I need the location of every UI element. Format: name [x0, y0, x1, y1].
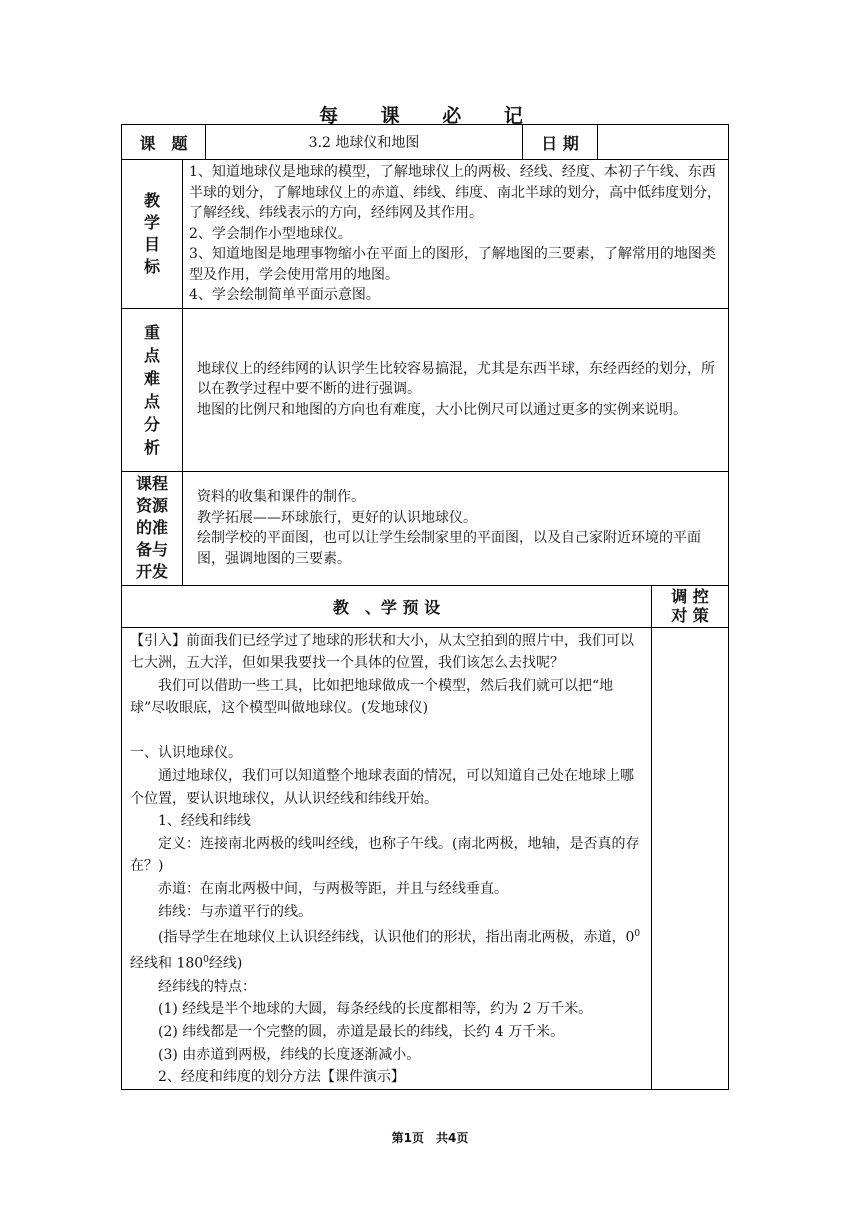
- resource-item: 绘制学校的平面图，也可以让学生绘制家里的平面图，以及自己家附近环境的平面图，强调地图的三要素。: [197, 530, 701, 567]
- objective-item: 3、知道地图是地理事物缩小在平面上的图形，了解地图的三要素，了解常用的地图类型及作用，学会使用常用的地图。: [189, 246, 716, 283]
- resources-label: [122, 471, 183, 585]
- feature-item: (1) 经线是半个地球的大圆，每条经线的长度都相等，约为 2 万千米。: [158, 1001, 593, 1018]
- guide-paragraph: [130, 923, 645, 976]
- plan-heading: 教 、学 预 设: [122, 585, 652, 627]
- difficulty-item: 地球仪上的经纬网的认识学生比较容易搞混，尤其是东西半球，东经西经的划分，所以在教学过程中要不断的进行强调。: [197, 360, 715, 398]
- feature-item: (3) 由赤道到两极，纬线的长度逐渐减小。: [158, 1046, 421, 1063]
- date-label: 日 期: [523, 125, 598, 160]
- degree-sup: 0: [203, 955, 209, 966]
- resources-row: [122, 471, 729, 585]
- objectives-label-text: 教学目标: [143, 190, 160, 276]
- plan-content: [122, 627, 652, 1089]
- objectives-content: [183, 160, 729, 309]
- equator-paragraph: 赤道：在南北两极中间，与两极等距，并且与经线垂直。: [158, 881, 508, 898]
- objectives-label: [122, 160, 183, 309]
- header-row: [122, 125, 729, 160]
- guide-text-c: 经线): [208, 956, 243, 973]
- plan-body-row: [122, 627, 729, 1089]
- objective-item: 4、学会绘制简单平面示意图。: [189, 287, 380, 303]
- definition-paragraph: 定义：连接南北两极的线叫经线，也称子午线。(南北两极，地轴，是否真的存在？): [130, 835, 640, 875]
- date-value: [598, 125, 729, 160]
- resource-item: 教学拓展——环球旅行，更好的认识地球仪。: [197, 509, 477, 526]
- features-heading: 经纬线的特点：: [158, 978, 256, 995]
- topic-label: 课 题: [122, 125, 206, 160]
- guide-text-b: 经线和 180: [130, 956, 204, 973]
- resources-content: [183, 471, 729, 585]
- objectives-row: [122, 160, 729, 309]
- subsection-heading: 2、经度和纬度的划分方法【课件演示】: [158, 1069, 405, 1086]
- objective-item: 2、学会制作小型地球仪。: [189, 225, 352, 242]
- blank-line: [130, 720, 645, 743]
- difficulties-label-text: 重点难点分析: [143, 322, 160, 457]
- topic-value: 3.2 地球仪和地图: [206, 125, 523, 160]
- lesson-table: [121, 124, 729, 1090]
- plan-side-heading: 调 控 对 策: [652, 585, 729, 627]
- degree-sup: 0: [634, 929, 641, 940]
- intro-paragraph-2: 我们可以借助一些工具，比如把地球做成一个模型，然后我们就可以把“地球”尽收眼底，这个模型叫做地球仪。(发地球仪): [130, 677, 614, 717]
- difficulties-content: [183, 308, 729, 471]
- plan-side-column: [652, 627, 729, 1089]
- page-footer: 第1页 共4页: [391, 1131, 469, 1145]
- section-paragraph: 通过地球仪，我们可以知道整个地球表面的情况，可以知道自己处在地球上哪个位置，要认识地球仪，从认识经线和纬线开始。: [130, 768, 634, 807]
- intro-paragraph: 【引入】前面我们已经学过了地球的形状和大小，从太空拍到的照片中，我们可以七大洲，五大洋，但如果我要找一个具体的位置，我们该怎么去找呢？: [130, 632, 634, 672]
- section-heading: 一、认识地球仪。: [130, 745, 242, 762]
- plan-header-row: [122, 585, 729, 627]
- resources-label-text: 课程资源的准备与开发: [135, 474, 168, 581]
- guide-text-a: (指导学生在地球仪上认识经纬线，认识他们的形状，指出南北两极，赤道，0: [158, 929, 635, 946]
- objective-item: 1、知道地球仪是地球的模型，了解地球仪上的两极、经线、经度、本初子午线、东西半球的划分，了解地球仪上的赤道、纬线、纬度、南北半球的划分，高中低纬度划分，了解经线、纬线表示的方向，经纬网及其作用。: [189, 164, 721, 221]
- latitude-paragraph: 纬线：与赤道平行的线。: [158, 903, 312, 920]
- difficulties-label: [122, 308, 183, 471]
- resource-item: 资料的收集和课件的制作。: [197, 489, 365, 505]
- difficulty-item: 地图的比例尺和地图的方向也有难度，大小比例尺可以通过更多的实例来说明。: [197, 401, 687, 418]
- subsection-heading: 1、经线和纬线: [158, 813, 251, 830]
- feature-item: (2) 纬线都是一个完整的圆，赤道是最长的纬线，长约 4 万千米。: [158, 1023, 565, 1040]
- page-title: 每 课 必 记: [319, 105, 541, 127]
- difficulties-row: [122, 308, 729, 471]
